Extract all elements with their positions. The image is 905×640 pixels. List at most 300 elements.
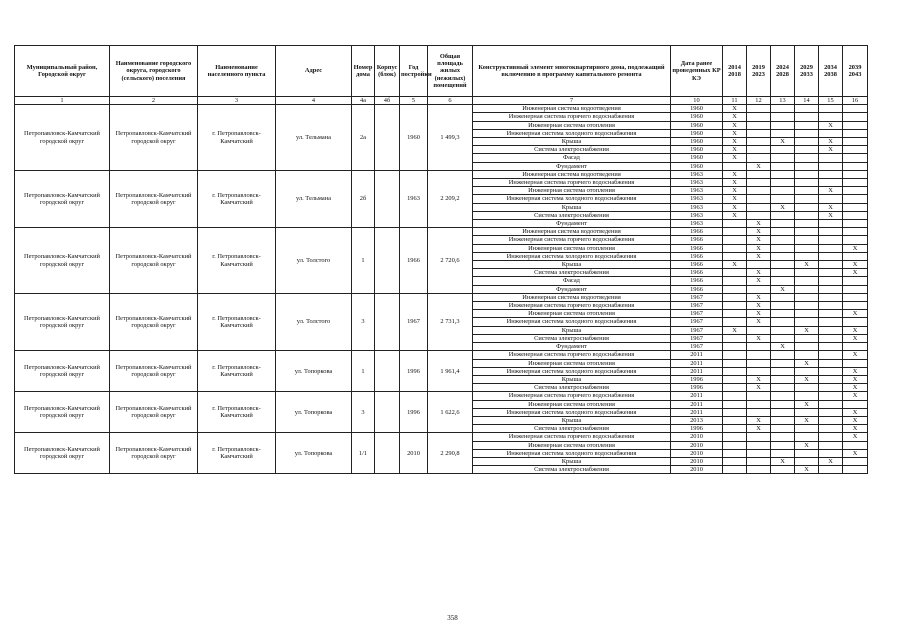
period-mark-cell bbox=[819, 113, 843, 121]
district-cell: Петропавловск-Камчатский городской округ bbox=[15, 293, 110, 350]
period-mark-cell: X bbox=[819, 138, 843, 146]
column-number: 2 bbox=[110, 97, 198, 105]
period-mark-cell: X bbox=[771, 343, 795, 351]
locality-cell: г. Петропавловск-Камчатский bbox=[198, 433, 276, 474]
build-year-cell: 2010 bbox=[400, 433, 428, 474]
structural-element-cell: Инженерная система водоотведения bbox=[473, 228, 671, 236]
period-mark-cell: X bbox=[819, 457, 843, 465]
period-mark-cell: X bbox=[795, 261, 819, 269]
period-mark-cell bbox=[747, 326, 771, 334]
column-number: 15 bbox=[819, 97, 843, 105]
previous-repair-date-cell: 1967 bbox=[671, 310, 723, 318]
period-mark-cell bbox=[843, 170, 868, 178]
column-number: 7 bbox=[473, 97, 671, 105]
settlement-cell: Петропавловск-Камчатский городской округ bbox=[110, 228, 198, 294]
previous-repair-date-cell: 1963 bbox=[671, 195, 723, 203]
previous-repair-date-cell: 1963 bbox=[671, 203, 723, 211]
period-mark-cell bbox=[771, 310, 795, 318]
structural-element-cell: Инженерная система горячего водоснабжения bbox=[473, 113, 671, 121]
period-mark-cell: X bbox=[747, 252, 771, 260]
column-header: Номер дома bbox=[352, 46, 375, 97]
structural-element-cell: Инженерная система холодного водоснабжения bbox=[473, 195, 671, 203]
period-mark-cell: X bbox=[723, 105, 747, 113]
period-mark-cell bbox=[771, 162, 795, 170]
period-mark-cell bbox=[819, 252, 843, 260]
period-mark-cell: X bbox=[843, 425, 868, 433]
previous-repair-date-cell: 2011 bbox=[671, 359, 723, 367]
previous-repair-date-cell: 2010 bbox=[671, 449, 723, 457]
period-mark-cell bbox=[795, 277, 819, 285]
period-mark-cell bbox=[795, 433, 819, 441]
period-mark-cell bbox=[843, 318, 868, 326]
structural-element-cell: Система электроснабжения bbox=[473, 269, 671, 277]
period-mark-cell bbox=[843, 195, 868, 203]
period-mark-cell: X bbox=[795, 400, 819, 408]
period-mark-cell bbox=[723, 302, 747, 310]
period-mark-cell bbox=[843, 252, 868, 260]
period-mark-cell: X bbox=[723, 121, 747, 129]
period-mark-cell bbox=[771, 236, 795, 244]
header-row bbox=[15, 46, 868, 97]
period-mark-cell bbox=[771, 359, 795, 367]
period-mark-cell bbox=[723, 441, 747, 449]
period-mark-cell bbox=[795, 154, 819, 162]
period-mark-cell bbox=[795, 367, 819, 375]
period-mark-cell bbox=[795, 425, 819, 433]
previous-repair-date-cell: 1967 bbox=[671, 326, 723, 334]
period-mark-cell bbox=[771, 392, 795, 400]
period-mark-cell bbox=[819, 375, 843, 383]
locality-cell: г. Петропавловск-Камчатский bbox=[198, 293, 276, 350]
column-header: 2019 2023 bbox=[747, 46, 771, 97]
structural-element-cell: Фундамент bbox=[473, 162, 671, 170]
capital-repair-table bbox=[14, 45, 868, 474]
period-mark-cell: X bbox=[723, 211, 747, 219]
district-cell: Петропавловск-Камчатский городской округ bbox=[15, 433, 110, 474]
period-mark-cell bbox=[843, 113, 868, 121]
period-mark-cell bbox=[771, 318, 795, 326]
period-mark-cell bbox=[843, 236, 868, 244]
house-number-cell: 1 bbox=[352, 351, 375, 392]
period-mark-cell bbox=[795, 146, 819, 154]
previous-repair-date-cell: 1960 bbox=[671, 121, 723, 129]
period-mark-cell bbox=[747, 441, 771, 449]
period-mark-cell bbox=[795, 334, 819, 342]
area-cell: 1 499,3 bbox=[428, 105, 473, 171]
period-mark-cell: X bbox=[843, 392, 868, 400]
period-mark-cell bbox=[819, 326, 843, 334]
previous-repair-date-cell: 1966 bbox=[671, 277, 723, 285]
period-mark-cell bbox=[723, 244, 747, 252]
period-mark-cell bbox=[795, 343, 819, 351]
period-mark-cell bbox=[843, 400, 868, 408]
period-mark-cell bbox=[843, 285, 868, 293]
period-mark-cell: X bbox=[819, 211, 843, 219]
previous-repair-date-cell: 1960 bbox=[671, 154, 723, 162]
settlement-cell: Петропавловск-Камчатский городской округ bbox=[110, 105, 198, 171]
structural-element-cell: Инженерная система водоотведения bbox=[473, 170, 671, 178]
settlement-cell: Петропавловск-Камчатский городской округ bbox=[110, 351, 198, 392]
period-mark-cell bbox=[819, 416, 843, 424]
column-header: Наименование городского округа, городского (сельского) поселения bbox=[110, 46, 198, 97]
district-cell: Петропавловск-Камчатский городской округ bbox=[15, 170, 110, 227]
period-mark-cell: X bbox=[843, 269, 868, 277]
build-year-cell: 1996 bbox=[400, 392, 428, 433]
period-mark-cell bbox=[771, 384, 795, 392]
structural-element-cell: Крыша bbox=[473, 416, 671, 424]
period-mark-cell bbox=[747, 146, 771, 154]
period-mark-cell bbox=[723, 252, 747, 260]
previous-repair-date-cell: 2011 bbox=[671, 400, 723, 408]
period-mark-cell bbox=[723, 392, 747, 400]
table-row bbox=[15, 293, 868, 301]
period-mark-cell bbox=[819, 449, 843, 457]
period-mark-cell bbox=[819, 105, 843, 113]
period-mark-cell bbox=[771, 179, 795, 187]
structural-element-cell: Инженерная система горячего водоснабжения bbox=[473, 392, 671, 400]
period-mark-cell: X bbox=[747, 220, 771, 228]
period-mark-cell bbox=[795, 195, 819, 203]
structural-element-cell: Фасад bbox=[473, 154, 671, 162]
column-number: 3 bbox=[198, 97, 276, 105]
period-mark-cell bbox=[723, 277, 747, 285]
period-mark-cell bbox=[819, 228, 843, 236]
column-number: 14 bbox=[795, 97, 819, 105]
locality-cell: г. Петропавловск-Камчатский bbox=[198, 105, 276, 171]
locality-cell: г. Петропавловск-Камчатский bbox=[198, 351, 276, 392]
period-mark-cell bbox=[723, 408, 747, 416]
structural-element-cell: Крыша bbox=[473, 138, 671, 146]
structural-element-cell: Инженерная система горячего водоснабжения bbox=[473, 236, 671, 244]
period-mark-cell bbox=[771, 244, 795, 252]
structural-element-cell: Инженерная система отопления bbox=[473, 310, 671, 318]
period-mark-cell bbox=[747, 466, 771, 474]
period-mark-cell bbox=[771, 408, 795, 416]
period-mark-cell: X bbox=[843, 367, 868, 375]
structural-element-cell: Инженерная система отопления bbox=[473, 121, 671, 129]
structural-element-cell: Система электроснабжения bbox=[473, 466, 671, 474]
period-mark-cell bbox=[771, 326, 795, 334]
settlement-cell: Петропавловск-Камчатский городской округ bbox=[110, 170, 198, 227]
previous-repair-date-cell: 1966 bbox=[671, 285, 723, 293]
period-mark-cell bbox=[795, 285, 819, 293]
period-mark-cell bbox=[723, 285, 747, 293]
previous-repair-date-cell: 1963 bbox=[671, 170, 723, 178]
previous-repair-date-cell: 1967 bbox=[671, 293, 723, 301]
period-mark-cell: X bbox=[747, 162, 771, 170]
column-number: 13 bbox=[771, 97, 795, 105]
period-mark-cell bbox=[843, 211, 868, 219]
period-mark-cell: X bbox=[843, 334, 868, 342]
column-header: Год постройки bbox=[400, 46, 428, 97]
period-mark-cell: X bbox=[795, 466, 819, 474]
period-mark-cell bbox=[747, 359, 771, 367]
period-mark-cell bbox=[795, 121, 819, 129]
period-mark-cell: X bbox=[819, 203, 843, 211]
period-mark-cell bbox=[795, 211, 819, 219]
column-number: 1 bbox=[15, 97, 110, 105]
table-body bbox=[15, 105, 868, 474]
period-mark-cell bbox=[795, 236, 819, 244]
previous-repair-date-cell: 1967 bbox=[671, 318, 723, 326]
period-mark-cell bbox=[747, 285, 771, 293]
period-mark-cell bbox=[771, 269, 795, 277]
period-mark-cell bbox=[723, 220, 747, 228]
period-mark-cell bbox=[723, 269, 747, 277]
period-mark-cell bbox=[819, 400, 843, 408]
period-mark-cell bbox=[723, 449, 747, 457]
locality-cell: г. Петропавловск-Камчатский bbox=[198, 228, 276, 294]
period-mark-cell bbox=[723, 367, 747, 375]
previous-repair-date-cell: 2011 bbox=[671, 408, 723, 416]
period-mark-cell bbox=[843, 302, 868, 310]
area-cell: 1 961,4 bbox=[428, 351, 473, 392]
period-mark-cell bbox=[819, 244, 843, 252]
period-mark-cell bbox=[819, 343, 843, 351]
period-mark-cell bbox=[747, 129, 771, 137]
build-year-cell: 1960 bbox=[400, 105, 428, 171]
column-header: Дата ранее проведенных КР КЭ bbox=[671, 46, 723, 97]
table-row bbox=[15, 170, 868, 178]
period-mark-cell: X bbox=[795, 359, 819, 367]
block-cell bbox=[375, 293, 400, 350]
period-mark-cell bbox=[795, 244, 819, 252]
period-mark-cell bbox=[843, 187, 868, 195]
house-number-cell: 2а bbox=[352, 105, 375, 171]
area-cell: 1 622,6 bbox=[428, 392, 473, 433]
period-mark-cell bbox=[723, 416, 747, 424]
previous-repair-date-cell: 1960 bbox=[671, 129, 723, 137]
period-mark-cell bbox=[723, 466, 747, 474]
period-mark-cell bbox=[747, 154, 771, 162]
previous-repair-date-cell: 1966 bbox=[671, 244, 723, 252]
table-row bbox=[15, 105, 868, 113]
period-mark-cell bbox=[843, 466, 868, 474]
column-number: 16 bbox=[843, 97, 868, 105]
period-mark-cell: X bbox=[843, 261, 868, 269]
column-header: Корпус (блок) bbox=[375, 46, 400, 97]
period-mark-cell: X bbox=[843, 449, 868, 457]
period-mark-cell bbox=[747, 203, 771, 211]
period-mark-cell: X bbox=[723, 195, 747, 203]
period-mark-cell bbox=[819, 384, 843, 392]
period-mark-cell: X bbox=[843, 326, 868, 334]
structural-element-cell: Инженерная система холодного водоснабжения bbox=[473, 318, 671, 326]
period-mark-cell bbox=[819, 293, 843, 301]
previous-repair-date-cell: 2010 bbox=[671, 441, 723, 449]
structural-element-cell: Инженерная система отопления bbox=[473, 400, 671, 408]
period-mark-cell: X bbox=[795, 441, 819, 449]
table-row bbox=[15, 433, 868, 441]
period-mark-cell bbox=[771, 466, 795, 474]
period-mark-cell bbox=[819, 310, 843, 318]
period-mark-cell bbox=[747, 449, 771, 457]
column-header: Адрес bbox=[276, 46, 352, 97]
period-mark-cell bbox=[819, 195, 843, 203]
period-mark-cell bbox=[771, 261, 795, 269]
column-number: 6 bbox=[428, 97, 473, 105]
structural-element-cell: Фундамент bbox=[473, 220, 671, 228]
period-mark-cell bbox=[771, 252, 795, 260]
period-mark-cell: X bbox=[747, 318, 771, 326]
block-cell bbox=[375, 228, 400, 294]
period-mark-cell bbox=[819, 433, 843, 441]
structural-element-cell: Фундамент bbox=[473, 285, 671, 293]
structural-element-cell: Инженерная система холодного водоснабжения bbox=[473, 252, 671, 260]
period-mark-cell bbox=[843, 105, 868, 113]
page-number: 358 bbox=[447, 614, 458, 622]
structural-element-cell: Система электроснабжения bbox=[473, 334, 671, 342]
previous-repair-date-cell: 2011 bbox=[671, 367, 723, 375]
period-mark-cell bbox=[771, 441, 795, 449]
column-number: 10 bbox=[671, 97, 723, 105]
period-mark-cell bbox=[771, 195, 795, 203]
period-mark-cell bbox=[771, 293, 795, 301]
period-mark-cell bbox=[747, 392, 771, 400]
previous-repair-date-cell: 2010 bbox=[671, 457, 723, 465]
period-mark-cell bbox=[747, 179, 771, 187]
previous-repair-date-cell: 2011 bbox=[671, 392, 723, 400]
previous-repair-date-cell: 1960 bbox=[671, 113, 723, 121]
period-mark-cell bbox=[747, 261, 771, 269]
structural-element-cell: Фасад bbox=[473, 277, 671, 285]
period-mark-cell bbox=[819, 129, 843, 137]
period-mark-cell bbox=[843, 146, 868, 154]
period-mark-cell bbox=[795, 138, 819, 146]
house-number-cell: 3 bbox=[352, 293, 375, 350]
period-mark-cell bbox=[843, 359, 868, 367]
period-mark-cell bbox=[771, 228, 795, 236]
period-mark-cell bbox=[723, 359, 747, 367]
period-mark-cell bbox=[747, 113, 771, 121]
period-mark-cell bbox=[771, 367, 795, 375]
period-mark-cell bbox=[843, 277, 868, 285]
period-mark-cell bbox=[819, 269, 843, 277]
area-cell: 2 731,3 bbox=[428, 293, 473, 350]
block-cell bbox=[375, 433, 400, 474]
period-mark-cell bbox=[843, 228, 868, 236]
capital-repair-table-sheet bbox=[14, 45, 867, 474]
period-mark-cell: X bbox=[747, 384, 771, 392]
structural-element-cell: Инженерная система отопления bbox=[473, 441, 671, 449]
period-mark-cell: X bbox=[819, 146, 843, 154]
period-mark-cell bbox=[747, 105, 771, 113]
structural-element-cell: Инженерная система холодного водоснабжения bbox=[473, 408, 671, 416]
district-cell: Петропавловск-Камчатский городской округ bbox=[15, 228, 110, 294]
structural-element-cell: Система электроснабжения bbox=[473, 384, 671, 392]
previous-repair-date-cell: 1996 bbox=[671, 384, 723, 392]
period-mark-cell bbox=[819, 277, 843, 285]
period-mark-cell bbox=[771, 334, 795, 342]
previous-repair-date-cell: 1996 bbox=[671, 425, 723, 433]
period-mark-cell bbox=[795, 392, 819, 400]
period-mark-cell bbox=[795, 220, 819, 228]
period-mark-cell bbox=[795, 351, 819, 359]
house-number-cell: 1/1 bbox=[352, 433, 375, 474]
period-mark-cell bbox=[723, 425, 747, 433]
locality-cell: г. Петропавловск-Камчатский bbox=[198, 170, 276, 227]
period-mark-cell: X bbox=[747, 228, 771, 236]
build-year-cell: 1966 bbox=[400, 228, 428, 294]
period-mark-cell: X bbox=[747, 269, 771, 277]
period-mark-cell: X bbox=[795, 375, 819, 383]
build-year-cell: 1996 bbox=[400, 351, 428, 392]
previous-repair-date-cell: 1966 bbox=[671, 236, 723, 244]
period-mark-cell: X bbox=[843, 351, 868, 359]
period-mark-cell bbox=[843, 457, 868, 465]
structural-element-cell: Крыша bbox=[473, 261, 671, 269]
house-number-cell: 3 bbox=[352, 392, 375, 433]
period-mark-cell bbox=[747, 433, 771, 441]
period-mark-cell bbox=[795, 105, 819, 113]
period-mark-cell bbox=[819, 154, 843, 162]
period-mark-cell bbox=[795, 113, 819, 121]
period-mark-cell: X bbox=[723, 203, 747, 211]
previous-repair-date-cell: 1960 bbox=[671, 162, 723, 170]
period-mark-cell bbox=[771, 154, 795, 162]
structural-element-cell: Инженерная система холодного водоснабжения bbox=[473, 449, 671, 457]
period-mark-cell bbox=[819, 179, 843, 187]
structural-element-cell: Фундамент bbox=[473, 343, 671, 351]
period-mark-cell bbox=[747, 138, 771, 146]
period-mark-cell bbox=[819, 466, 843, 474]
period-mark-cell: X bbox=[771, 138, 795, 146]
period-mark-cell bbox=[819, 367, 843, 375]
period-mark-cell bbox=[819, 334, 843, 342]
period-mark-cell bbox=[819, 162, 843, 170]
period-mark-cell bbox=[843, 343, 868, 351]
period-mark-cell bbox=[747, 400, 771, 408]
period-mark-cell bbox=[723, 334, 747, 342]
period-mark-cell bbox=[723, 162, 747, 170]
period-mark-cell bbox=[819, 302, 843, 310]
previous-repair-date-cell: 1967 bbox=[671, 302, 723, 310]
structural-element-cell: Система электроснабжения bbox=[473, 146, 671, 154]
period-mark-cell bbox=[747, 211, 771, 219]
period-mark-cell bbox=[747, 187, 771, 195]
period-mark-cell: X bbox=[747, 293, 771, 301]
period-mark-cell: X bbox=[723, 138, 747, 146]
structural-element-cell: Инженерная система отопления bbox=[473, 187, 671, 195]
structural-element-cell: Инженерная система горячего водоснабжения bbox=[473, 433, 671, 441]
period-mark-cell bbox=[819, 285, 843, 293]
locality-cell: г. Петропавловск-Камчатский bbox=[198, 392, 276, 433]
period-mark-cell: X bbox=[747, 416, 771, 424]
period-mark-cell bbox=[771, 400, 795, 408]
period-mark-cell bbox=[795, 457, 819, 465]
previous-repair-date-cell: 2010 bbox=[671, 433, 723, 441]
period-mark-cell bbox=[819, 408, 843, 416]
period-mark-cell: X bbox=[723, 146, 747, 154]
period-mark-cell: X bbox=[843, 310, 868, 318]
previous-repair-date-cell: 1963 bbox=[671, 187, 723, 195]
previous-repair-date-cell: 1966 bbox=[671, 269, 723, 277]
period-mark-cell: X bbox=[723, 129, 747, 137]
previous-repair-date-cell: 1967 bbox=[671, 334, 723, 342]
period-mark-cell bbox=[795, 318, 819, 326]
period-mark-cell bbox=[771, 113, 795, 121]
structural-element-cell: Крыша bbox=[473, 203, 671, 211]
period-mark-cell bbox=[771, 211, 795, 219]
period-mark-cell bbox=[795, 162, 819, 170]
period-mark-cell: X bbox=[723, 113, 747, 121]
table-row bbox=[15, 392, 868, 400]
previous-repair-date-cell: 1960 bbox=[671, 146, 723, 154]
period-mark-cell bbox=[723, 384, 747, 392]
structural-element-cell: Инженерная система отопления bbox=[473, 244, 671, 252]
period-mark-cell: X bbox=[843, 408, 868, 416]
period-mark-cell bbox=[843, 129, 868, 137]
